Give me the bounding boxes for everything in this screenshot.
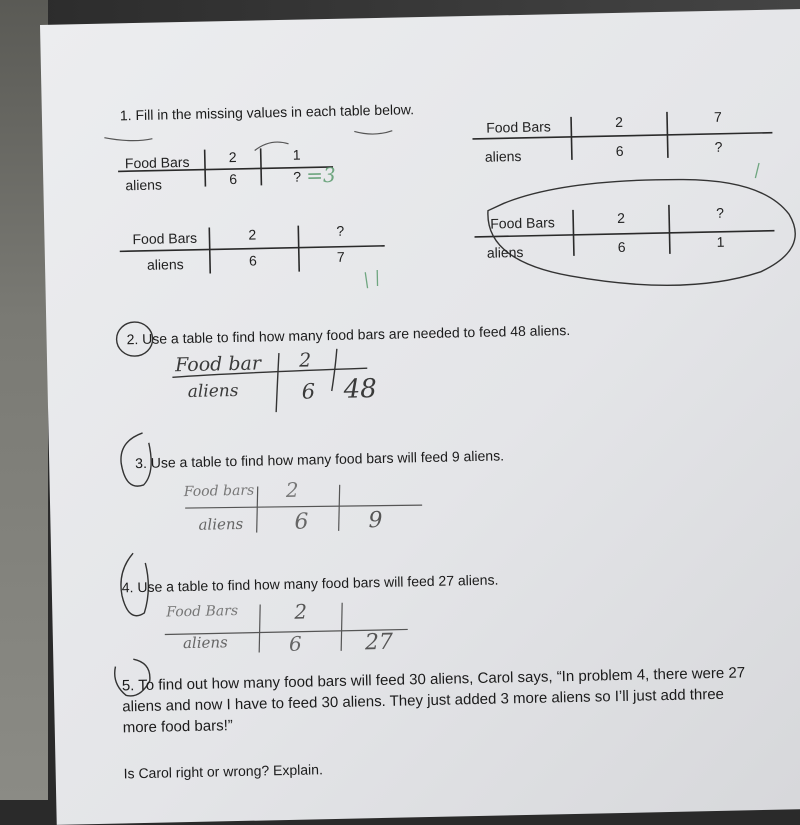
table-a-row2-label: aliens — [125, 176, 163, 194]
q2-work-row2-col1: 6 — [301, 379, 316, 404]
table-c-row2-col2: ? — [714, 138, 723, 155]
q4-work-row2-col1: 6 — [288, 631, 302, 656]
q3-text: 3. Use a table to find how many food bars will feed 9 aliens. — [135, 447, 505, 472]
q3-work-row2-label: aliens — [198, 514, 244, 534]
q2-work-row2-col2: 48 — [343, 374, 378, 405]
background-frame-left — [0, 0, 48, 800]
table-a-handwritten-answer: =3 — [305, 162, 336, 188]
q2-work-row1-col1: 2 — [298, 349, 312, 372]
table-b-row2-col1: 6 — [248, 252, 257, 269]
q2-work-row2-label: aliens — [187, 380, 239, 402]
table-a-row2-col1: 6 — [229, 170, 238, 188]
pen-underline-table — [354, 131, 392, 135]
table-a-row1-col1: 2 — [228, 148, 237, 166]
table-c-row2-label: aliens — [484, 147, 522, 165]
q3-work-row1-label: Food bars — [183, 482, 255, 501]
pen-marks-table-b — [365, 270, 377, 288]
table-c-row2-col1: 6 — [615, 142, 624, 159]
table-a-row2-col2: ? — [293, 168, 302, 185]
table-d-row1-col1: 2 — [617, 209, 626, 226]
worksheet-page — [40, 9, 800, 825]
table-a-row1-label: Food Bars — [124, 153, 190, 172]
table-b-row2-label: aliens — [146, 256, 184, 273]
table-c-row1-col2: 7 — [713, 108, 723, 125]
table-d-row2-col2: 1 — [716, 233, 725, 250]
q2-work-row1-label: Food bar — [174, 352, 262, 377]
table-d-row1-col2: ? — [715, 204, 725, 221]
table-b-row1-col2: ? — [336, 222, 345, 239]
table-a-row1-col2: 1 — [292, 146, 301, 163]
q5-prompt: Is Carol right or wrong? Explain. — [123, 761, 324, 782]
pen-underline-values — [104, 137, 152, 142]
q1-instruction: 1. Fill in the missing values in each table below. — [119, 101, 415, 124]
q2-text: 2. Use a table to find how many food bars are needed to feed 48 aliens. — [126, 321, 571, 348]
q4-work-row1-col1: 2 — [294, 599, 308, 624]
table-d-row2-col1: 6 — [617, 238, 626, 255]
table-b-row2-col2: 7 — [336, 248, 345, 265]
q3-work-row2-col1: 6 — [294, 509, 309, 535]
q5-text: 5. To find out how many food bars will feed 30 aliens, Carol says, “In problem 4, there were 27 aliens and now I have to feed 30 aliens. They just added 3 more aliens so I’ll just add three more food bars!” — [121, 664, 746, 737]
q4-work-row2-label: aliens — [182, 633, 228, 653]
pen-tick — [755, 163, 759, 178]
q3-work-row2-col2: 9 — [368, 507, 383, 534]
q3-work-row1-col1: 2 — [285, 477, 299, 502]
table-d-row2-label: aliens — [486, 243, 524, 261]
pen-arc-mark — [255, 142, 289, 151]
table-c-row1-col1: 2 — [614, 113, 624, 130]
q4-work-row2-col2: 27 — [364, 629, 394, 656]
table-d-row1-label: Food Bars — [490, 214, 556, 232]
table-b-row1-col1: 2 — [248, 226, 257, 243]
table-c-row1-label: Food Bars — [486, 118, 551, 136]
q4-text: 4. Use a table to find how many food bars will feed 27 aliens. — [121, 571, 499, 596]
table-b-row1-label: Food Bars — [132, 229, 198, 248]
q4-work-row1-label: Food Bars — [166, 602, 239, 621]
